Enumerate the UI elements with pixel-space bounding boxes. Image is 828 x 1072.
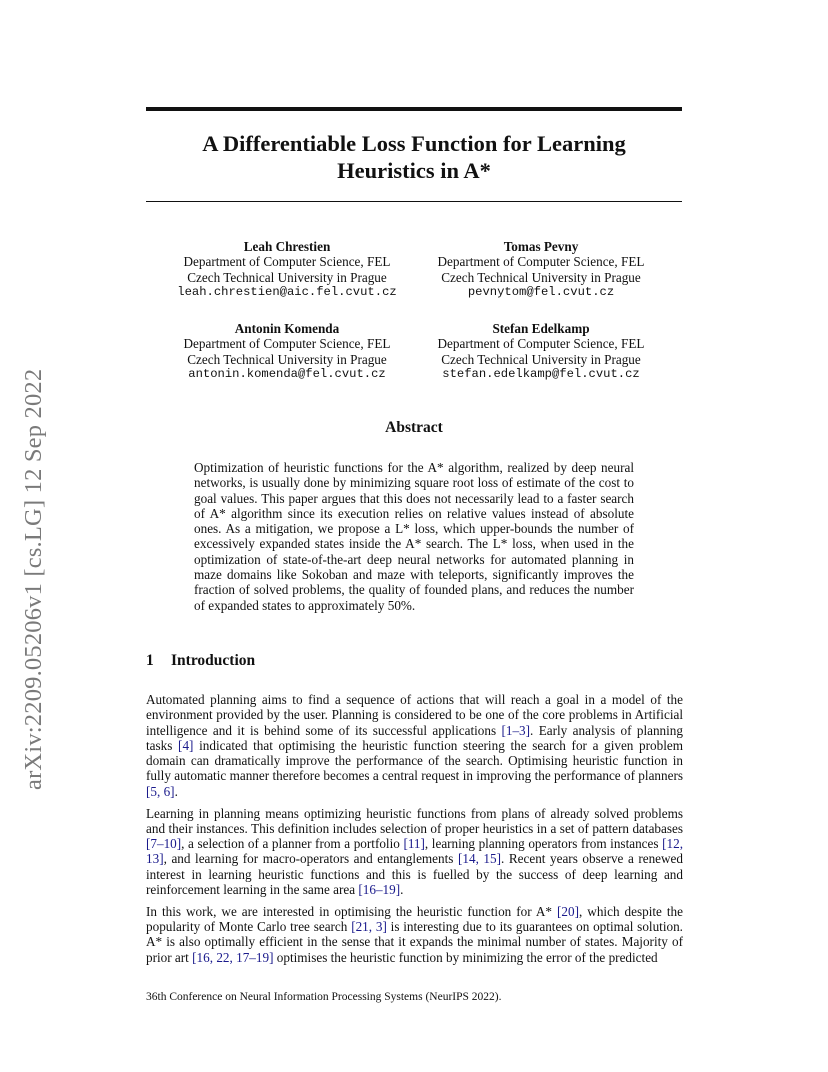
arxiv-side-stamp: arXiv:2209.05206v1 [cs.LG] 12 Sep 2022 — [20, 368, 47, 790]
paragraph — [146, 692, 683, 799]
paragraph-text: Learning in planning means optimizing heuristic functions from plans of already solved problems and their instances. This definition includes selection of proper heuristics in a set of pattern databases — [146, 805, 683, 836]
paragraph-text: . Recent years observe a renewed interest in learning heuristic functions and this is fuelled by the success of deep learning and reinforcement learning in the same area — [146, 851, 684, 898]
author-university: Czech Technical University in Prague — [441, 351, 641, 367]
paragraph-text: Automated planning aims to find a sequence of actions that will reach a goal in a model of the environment provided by the user. Planning is considered to be one of the core problems in Artificial intelligence and it is behind some of its successful applications — [146, 692, 683, 738]
citation-link[interactable]: [1–3] — [501, 722, 531, 738]
paragraph-text: . — [174, 783, 178, 799]
paragraph-text: , and learning for macro-operators and entanglements — [163, 851, 458, 867]
author-email[interactable]: pevnytom@fel.cvut.cz — [467, 284, 615, 299]
citation-link[interactable]: [7–10] — [146, 836, 182, 852]
paragraph-text: is interesting due to its guarantees on optimal solution. A* is also optimally efficient in the sense that it expands the minimal number of states. Majority of prior art — [146, 919, 683, 965]
citation-link[interactable]: [4] — [178, 737, 194, 753]
author-department: Department of Computer Science, FEL — [183, 254, 391, 270]
paragraph-text: indicated that optimising the heuristic function steering the search for a given problem domain can dramatically improve the performance of the search. Optimising heuristic function in fully automatic manner therefore becomes a central request in improving the performance of planners — [146, 737, 684, 784]
author-email[interactable]: stefan.edelkamp@fel.cvut.cz — [442, 366, 640, 381]
citation-link[interactable]: [5, 6] — [146, 783, 175, 799]
citation-link[interactable]: [16, 22, 17–19] — [192, 949, 274, 965]
author-block — [157, 321, 417, 382]
paragraph-text: , which despite the popularity of Monte Carlo tree search — [146, 903, 683, 935]
author-block — [157, 239, 417, 300]
author-name: Antonin Komenda — [234, 321, 340, 336]
abstract-text: Optimization of heuristic functions for the A* algorithm, realized by deep neural networks, is usually done by minimizing square root loss of estimate of the cost to goal values. This paper argues that this does not necessarily lead to a faster search of A* algorithm since its execution relies on relative values instead of absolute ones. As a mitigation, we propose a L* loss, which upper-bounds the number of excessively expanded states inside the A* search. The L* loss, when used in the optimization of state-of-the-art deep neural networks for automated planning in maze domains like Sokoban and maze with teleports, significantly improves the fraction of solved problems, the quality of founded plans, and reduces the number of expanded states to approximately 50%. — [194, 460, 634, 613]
section-title: Introduction — [171, 652, 256, 669]
citation-link[interactable]: [20] — [557, 903, 580, 919]
author-university: Czech Technical University in Prague — [441, 269, 641, 285]
section-heading — [146, 652, 255, 670]
citation-link[interactable]: [11] — [403, 836, 425, 852]
citation-link[interactable]: [16–19] — [358, 882, 401, 898]
paragraph — [146, 806, 683, 898]
author-name: Tomas Pevny — [503, 239, 579, 254]
paragraph-text: optimises the heuristic function by minimizing the error of the predicted — [273, 949, 658, 965]
author-email[interactable]: antonin.komenda@fel.cvut.cz — [188, 366, 386, 381]
citation-link[interactable]: [14, 15] — [457, 851, 501, 867]
paragraph-text: , learning planning operators from instances — [424, 836, 663, 852]
author-email[interactable]: leah.chrestien@aic.fel.cvut.cz — [177, 284, 397, 299]
title-line-1: A Differentiable Loss Function for Learning — [202, 131, 626, 156]
paragraph-text: . — [400, 882, 404, 898]
author-university: Czech Technical University in Prague — [187, 351, 387, 367]
conference-footer: 36th Conference on Neural Information Processing Systems (NeurIPS 2022). — [146, 991, 502, 1003]
paper-title — [146, 130, 682, 184]
title-top-rule — [146, 107, 682, 111]
paragraph-text: In this work, we are interested in optimising the heuristic function for A* — [146, 903, 558, 919]
author-department: Department of Computer Science, FEL — [437, 336, 645, 352]
author-department: Department of Computer Science, FEL — [183, 336, 391, 352]
title-bottom-rule — [146, 201, 682, 202]
abstract-heading: Abstract — [385, 419, 443, 436]
paragraph-text: . Early analysis of planning tasks — [146, 722, 683, 753]
paragraph — [146, 904, 683, 965]
author-name: Stefan Edelkamp — [492, 321, 590, 336]
section-number: 1 — [146, 652, 154, 669]
author-name: Leah Chrestien — [243, 239, 331, 254]
introduction-body — [146, 692, 683, 972]
citation-link[interactable]: [21, 3] — [351, 919, 387, 935]
author-university: Czech Technical University in Prague — [187, 269, 387, 285]
title-line-2: Heuristics in A* — [337, 158, 491, 183]
paragraph-text: , a selection of a planner from a portfolio — [181, 836, 404, 852]
author-department: Department of Computer Science, FEL — [437, 254, 645, 270]
author-block — [411, 321, 671, 382]
author-block — [411, 239, 671, 300]
citation-link[interactable]: [12, 13] — [146, 836, 683, 867]
